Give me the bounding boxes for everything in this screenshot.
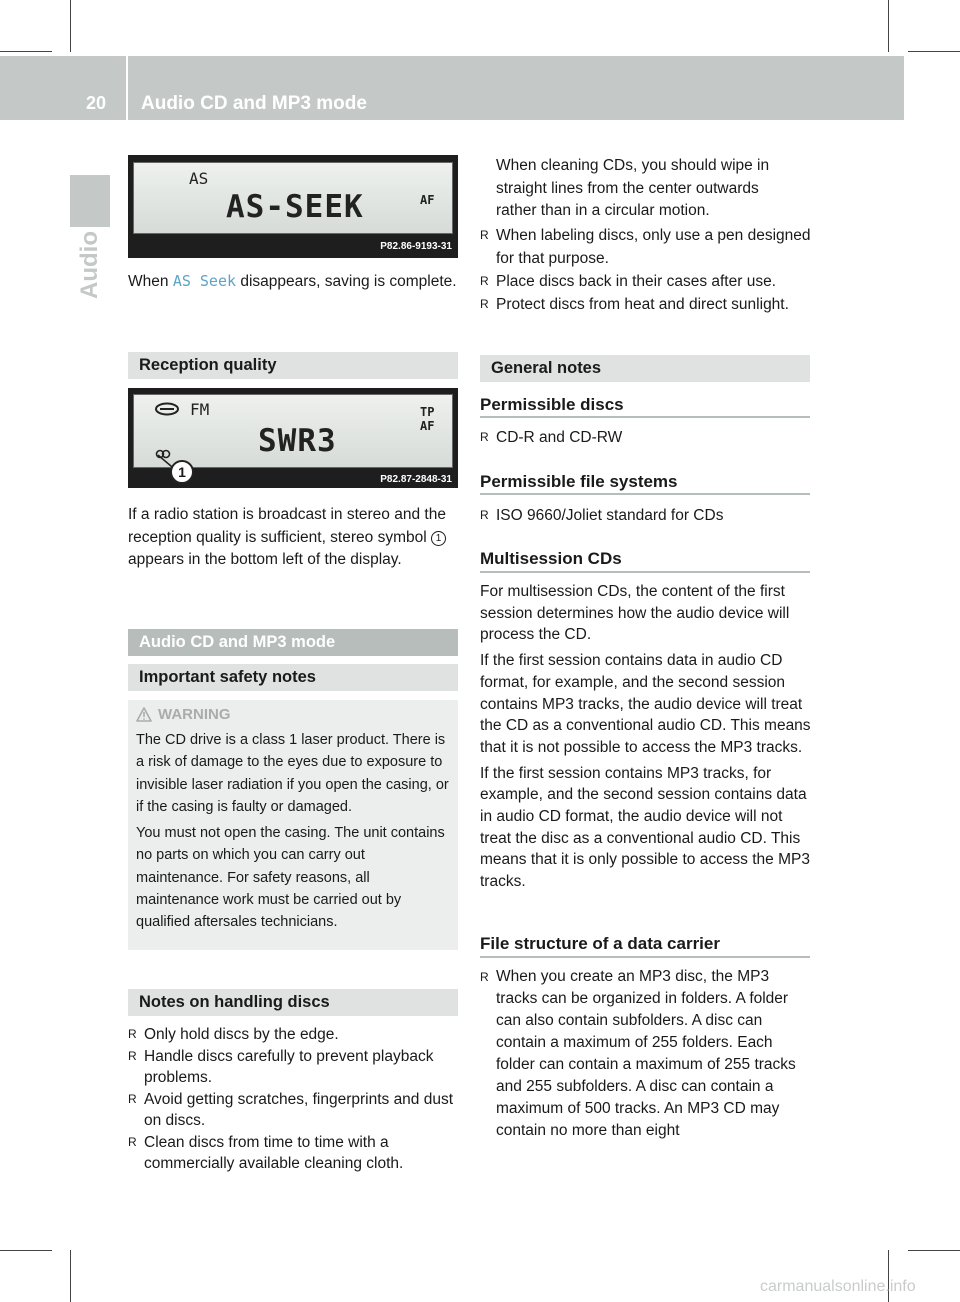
subhead-rule	[480, 571, 810, 573]
reception-paragraph: If a radio station is broadcast in stereo and the reception quality is sufficient, stereo symbol 1 appears in the bottom left of the display.	[128, 506, 446, 568]
warning-label: WARNING	[158, 706, 231, 723]
figure-reference: P82.87-2848-31	[380, 474, 452, 485]
general-heading: General notes	[491, 359, 602, 377]
list-item: R ISO 9660/Joliet standard for CDs	[480, 505, 810, 527]
handling-list	[128, 1024, 460, 1175]
watermark: carmanualsonline.info	[760, 1278, 916, 1295]
safety-heading-band	[128, 664, 458, 691]
file-systems-list	[480, 505, 810, 527]
crop-mark	[70, 0, 71, 52]
display-figure-as-seek	[128, 155, 458, 258]
side-tab-marker	[70, 175, 110, 227]
section-title: Audio CD and MP3 mode	[139, 633, 336, 651]
handling-heading-band	[128, 989, 458, 1016]
list-item: R Protect discs from heat and direct sunlight.	[480, 293, 813, 316]
subhead-rule	[480, 493, 810, 495]
file-systems-title: Permissible file systems	[480, 472, 678, 491]
header-divider	[126, 56, 128, 120]
subhead-rule	[480, 416, 810, 418]
figure-reference: P82.86-9193-31	[380, 241, 452, 252]
list-item: R Clean discs from time to time with a commercially available cleaning cloth.	[128, 1132, 460, 1175]
list-item: R Handle discs carefully to prevent playback problems.	[128, 1046, 460, 1089]
list-item: R When you create an MP3 disc, the MP3 tracks can be organized in folders. A folder can also contain subfolders. A disc can contain a maximum of 255 folders. Each folder can contain a maximum of 255 tracks and 255 subfolders. A disc can contain a maximum of 500 tracks. An MP3 CD may contain no more than eight	[480, 966, 813, 1142]
crop-mark	[70, 1250, 71, 1302]
warning-text	[136, 729, 454, 938]
crop-mark	[0, 51, 52, 52]
warning-paragraph: The CD drive is a class 1 laser product. There is a risk of damage to the eyes due to exposure to invisible laser radiation if you open the casing, or if the casing is faulty or damaged.	[136, 732, 449, 815]
intro-paragraph: When AS Seek disappears, saving is complete.	[128, 272, 457, 290]
display-term: AS Seek	[172, 272, 237, 290]
discs-list	[480, 427, 810, 449]
page-title: Audio CD and MP3 mode	[141, 93, 367, 114]
warning-box	[128, 700, 458, 950]
lcd-tp-label: TP	[420, 405, 435, 419]
list-item: R CD-R and CD-RW	[480, 427, 810, 449]
safety-heading: Important safety notes	[139, 668, 316, 686]
crop-mark	[888, 0, 889, 52]
reception-heading-band	[128, 352, 458, 379]
lcd-station-name: SWR3	[258, 423, 337, 459]
crop-mark	[908, 51, 960, 52]
general-heading-band	[480, 355, 810, 382]
reception-heading: Reception quality	[139, 356, 277, 374]
paragraph: For multisession CDs, the content of the first session determines how the audio device will process the CD.	[480, 583, 790, 644]
section-title-band	[128, 629, 458, 656]
cleaning-continuation: When cleaning CDs, you should wipe in straight lines from the center outwards rather than in a circular motion.	[496, 157, 770, 219]
file-structure-title: File structure of a data carrier	[480, 934, 720, 953]
paragraph: If the first session contains MP3 tracks, for example, and the second session contains data in audio CD format, the audio device will not treat the disc as a conventional audio CD. This means that it is only possible to access the MP3 tracks.	[480, 764, 810, 891]
list-item: R Avoid getting scratches, fingerprints and dust on discs.	[128, 1089, 460, 1132]
paragraph: If the first session contains data in audio CD format, for example, and the second session contains MP3 tracks, the audio device will treat the CD as a conventional audio CD. This means that it is not possible to access the MP3 tracks.	[480, 652, 811, 756]
header-bar	[0, 56, 904, 120]
warning-triangle-icon	[136, 707, 152, 722]
broadcast-icon	[154, 402, 180, 416]
list-item: R When labeling discs, only use a pen designed for that purpose.	[480, 224, 813, 270]
handling-list-continued	[480, 224, 813, 316]
page-number: 20	[86, 93, 107, 113]
multisession-title: Multisession CDs	[480, 549, 622, 568]
lcd-af-label: AF	[420, 193, 435, 207]
file-structure-list	[480, 966, 813, 1142]
lcd-as-label: AS	[189, 169, 209, 188]
callout-ref: 1	[431, 531, 446, 546]
crop-mark	[0, 1250, 52, 1251]
lcd-af-label: AF	[420, 419, 435, 433]
warning-header	[136, 706, 231, 723]
lcd-band-label: FM	[190, 400, 210, 419]
crop-mark	[908, 1250, 960, 1251]
warning-paragraph: You must not open the casing. The unit contains no parts on which you can carry out maintenance. For safety reasons, all maintenance work must be carried out by qualified aftersales technicians.	[136, 825, 445, 931]
multisession-text	[480, 581, 813, 893]
subhead-rule	[480, 956, 810, 958]
side-tab-label: Audio	[76, 231, 103, 299]
permissible-discs-title: Permissible discs	[480, 395, 624, 414]
callout-marker: 1	[170, 460, 194, 484]
lcd-main-text: AS-SEEK	[226, 189, 364, 225]
display-figure-swr3	[128, 388, 458, 488]
list-item: R Only hold discs by the edge.	[128, 1024, 460, 1046]
list-item: R Place discs back in their cases after use.	[480, 270, 813, 293]
handling-heading: Notes on handling discs	[139, 993, 330, 1011]
